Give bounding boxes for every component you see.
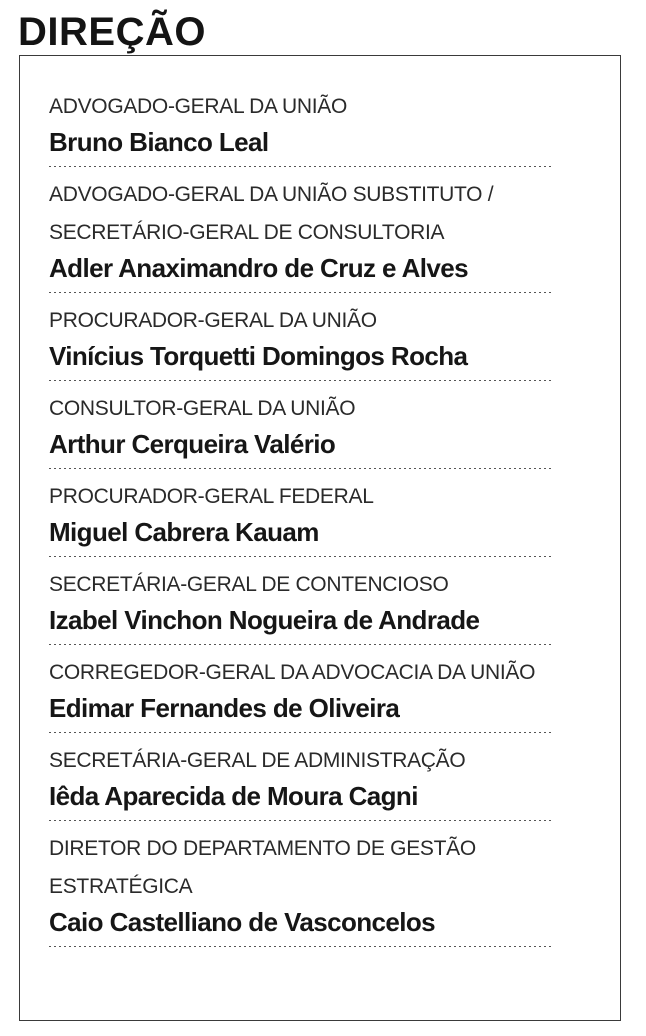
list-item bbox=[49, 302, 551, 381]
role-label: PROCURADOR-GERAL DA UNIÃO bbox=[49, 309, 377, 332]
role-label: DIRETOR DO DEPARTAMENTO DE GESTÃO ESTRATÉGICA bbox=[49, 837, 476, 898]
role-label: PROCURADOR-GERAL FEDERAL bbox=[49, 485, 374, 508]
person-name: Izabel Vinchon Nogueira de Andrade bbox=[49, 605, 480, 635]
person-name: Bruno Bianco Leal bbox=[49, 127, 269, 157]
role-label: CONSULTOR-GERAL DA UNIÃO bbox=[49, 397, 356, 420]
list-item bbox=[49, 742, 551, 821]
list-item bbox=[49, 390, 551, 469]
role-label: ADVOGADO-GERAL DA UNIÃO bbox=[49, 95, 348, 118]
list-item bbox=[49, 654, 551, 733]
list-item bbox=[49, 176, 551, 293]
person-name: Adler Anaximandro de Cruz e Alves bbox=[49, 253, 468, 283]
list-item bbox=[49, 830, 551, 947]
person-name: Edimar Fernandes de Oliveira bbox=[49, 693, 400, 723]
role-label: SECRETÁRIA-GERAL DE ADMINISTRAÇÃO bbox=[49, 749, 466, 772]
role-label: CORREGEDOR-GERAL DA ADVOCACIA DA UNIÃO bbox=[49, 661, 536, 684]
person-name: Vinícius Torquetti Domingos Rocha bbox=[49, 341, 468, 371]
list-item bbox=[49, 478, 551, 557]
directory-list bbox=[49, 88, 551, 956]
person-name: Arthur Cerqueira Valério bbox=[49, 429, 336, 459]
role-label: ADVOGADO-GERAL DA UNIÃO SUBSTITUTO / SECRETÁRIO-GERAL DE CONSULTORIA bbox=[49, 183, 494, 244]
list-item bbox=[49, 88, 551, 167]
person-name: Iêda Aparecida de Moura Cagni bbox=[49, 781, 418, 811]
person-name: Caio Castelliano de Vasconcelos bbox=[49, 907, 435, 937]
list-item bbox=[49, 566, 551, 645]
person-name: Miguel Cabrera Kauam bbox=[49, 517, 319, 547]
page-title: DIREÇÃO bbox=[18, 10, 206, 54]
role-label: SECRETÁRIA-GERAL DE CONTENCIOSO bbox=[49, 573, 449, 596]
